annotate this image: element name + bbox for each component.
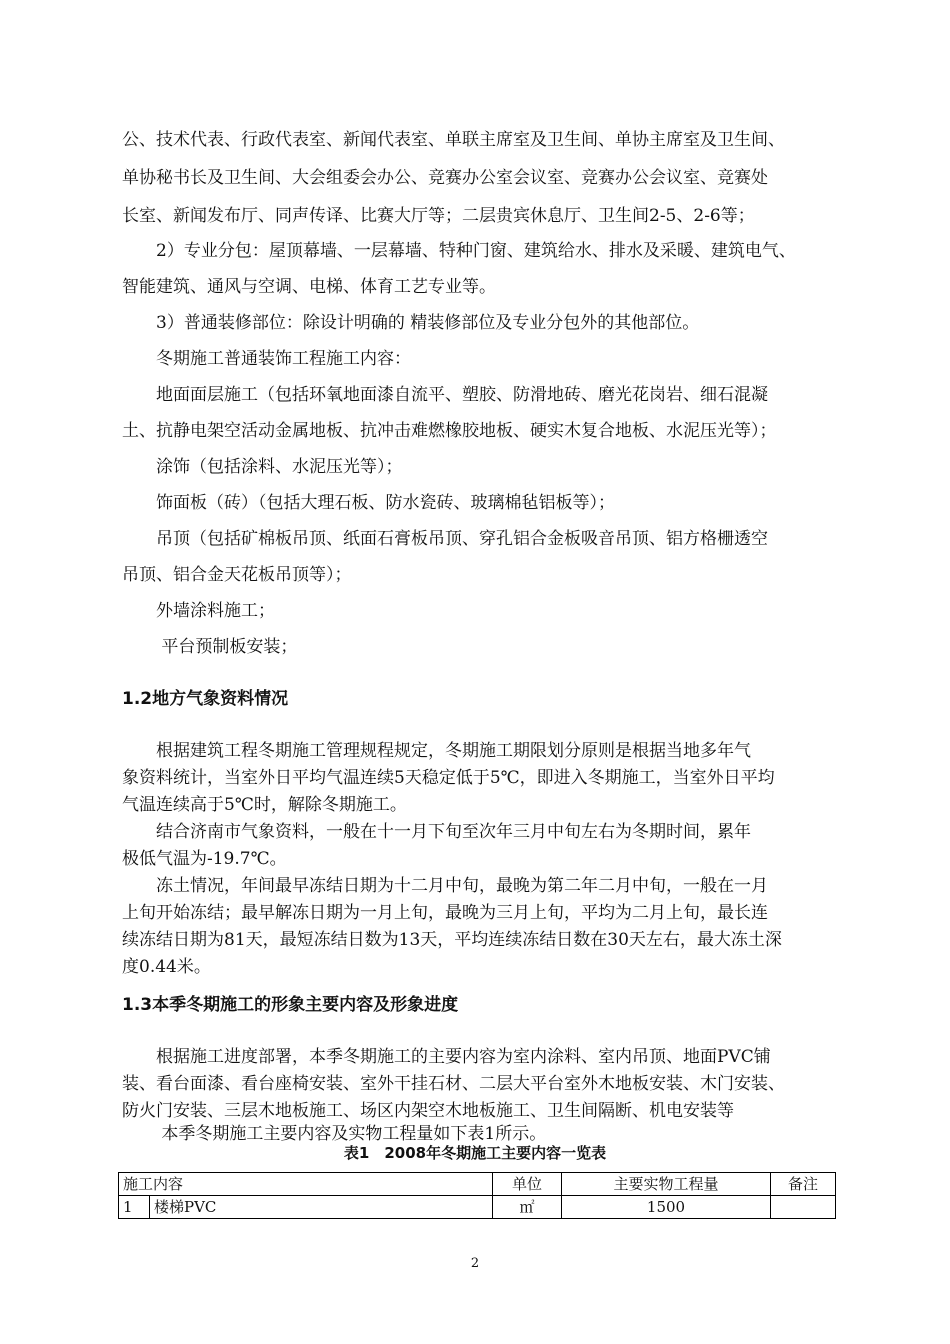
table-row [119,1196,836,1219]
text-line: 饰面板（砖）（包括大理石板、防水瓷砖、玻璃棉毡铝板等）； [122,493,615,513]
text-line: 象资料统计，当室外日平均气温连续5天稳定低于5℃，即进入冬期施工，当室外日平均 [122,768,775,788]
page-number: 2 [470,1256,480,1271]
text-line: 结合济南市气象资料，一般在十一月下旬至次年三月中旬左右为冬期时间，累年 [122,822,751,842]
text-line: 防火门安装、三层木地板施工、场区内架空木地板施工、卫生间隔断、机电安装等 [122,1101,734,1121]
text-line: 冬期施工普通装饰工程施工内容： [122,349,411,369]
text-line: 极低气温为-19.7℃。 [122,849,287,869]
cell-content: 楼梯PVC [150,1196,493,1219]
text-line: 土、抗静电架空活动金属地板、抗冲击难燃橡胶地板、硬实木复合地板、水泥压光等）； [122,421,777,441]
text-line: 根据建筑工程冬期施工管理规程规定，冬期施工期限划分原则是根据当地多年气 [122,741,751,761]
text-line: 度0.44米。 [122,957,211,977]
text-line: 吊顶（包括矿棉板吊顶、纸面石膏板吊顶、穿孔铝合金板吸音吊顶、铝方格栅透空 [122,529,768,549]
header-content: 施工内容 [119,1173,493,1196]
text-line: 根据施工进度部署，本季冬期施工的主要内容为室内涂料、室内吊顶、地面PVC铺 [122,1047,771,1067]
header-note: 备注 [771,1173,836,1196]
text-line: 长室、新闻发布厅、同声传译、比赛大厅等；二层贵宾休息厅、卫生间2-5、2-6等； [122,206,755,226]
text-line: 本季冬期施工主要内容及实物工程量如下表1所示。 [122,1124,547,1144]
construction-table [118,1172,836,1219]
section-heading-1-2: 1.2地方气象资料情况 [122,689,289,709]
text-line: 气温连续高于5℃时，解除冬期施工。 [122,795,407,815]
text-line: 冻土情况，年间最早冻结日期为十二月中旬，最晚为第二年二月中旬，一般在一月 [122,876,768,896]
text-line: 吊顶、铝合金天花板吊顶等）； [122,565,352,585]
cell-note [771,1196,836,1219]
text-line: 地面面层施工（包括环氧地面漆自流平、塑胶、防滑地砖、磨光花岗岩、细石混凝 [122,385,768,405]
table-header-row [119,1173,836,1196]
cell-quantity: 1500 [562,1196,771,1219]
text-line: 上旬开始冻结；最早解冻日期为一月上旬，最晚为三月上旬，平均为二月上旬，最长连 [122,903,768,923]
cell-unit: ㎡ [493,1196,562,1219]
text-line: 装、看台面漆、看台座椅安装、室外干挂石材、二层大平台室外木地板安装、木门安装、 [122,1074,785,1094]
text-line: 智能建筑、通风与空调、电梯、体育工艺专业等。 [122,277,496,297]
header-unit: 单位 [493,1173,562,1196]
text-line: 单协秘书长及卫生间、大会组委会办公、竞赛办公室会议室、竞赛办公会议室、竞赛处 [122,168,768,188]
header-quantity: 主要实物工程量 [562,1173,771,1196]
text-line: 平台预制板安装； [122,637,298,657]
section-heading-1-3: 1.3本季冬期施工的形象主要内容及形象进度 [122,995,459,1015]
text-line: 2）专业分包：屋顶幕墙、一层幕墙、特种门窗、建筑给水、排水及采暖、建筑电气、 [122,241,796,261]
text-line: 涂饰（包括涂料、水泥压光等）； [122,457,403,477]
text-line: 公、技术代表、行政代表室、新闻代表室、单联主席室及卫生间、单协主席室及卫生间、 [122,130,785,150]
text-line: 外墙涂料施工； [122,601,275,621]
table-caption: 表1 2008年冬期施工主要内容一览表 [343,1144,607,1162]
cell-no: 1 [119,1196,150,1219]
text-line: 续冻结日期为81天，最短冻结日数为13天，平均连续冻结日数在30天左右，最大冻土深 [122,930,782,950]
text-line: 3）普通装修部位：除设计明确的 精装修部位及专业分包外的其他部位。 [122,313,700,333]
